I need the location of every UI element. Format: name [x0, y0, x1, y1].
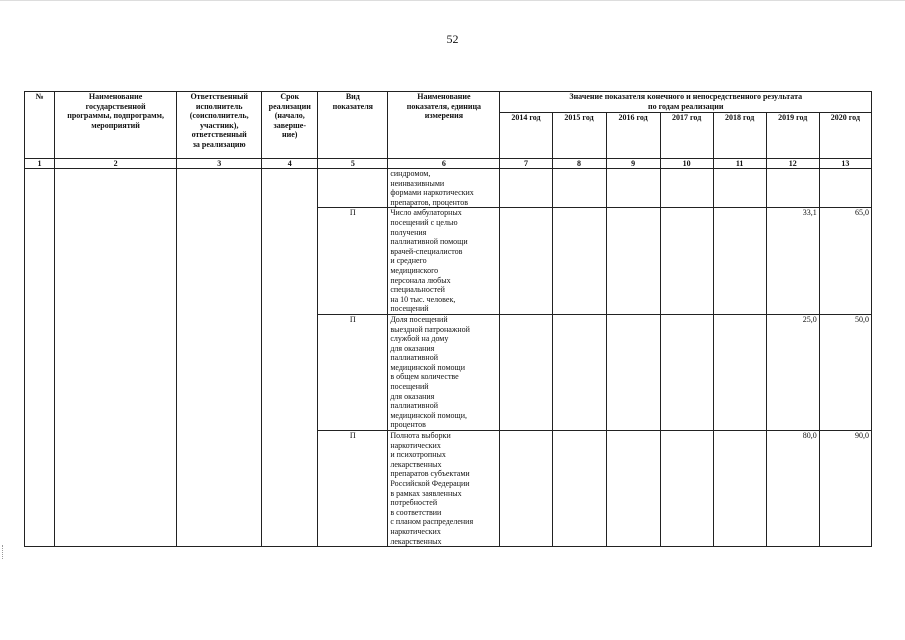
cell-program-name: [55, 169, 177, 547]
column-number: 7: [500, 159, 552, 169]
cell-value-2014: [500, 314, 552, 430]
cell-value-2017: [660, 208, 713, 315]
cell-indicator-name: Полнота выборки наркотических и психотропных лекарственных препаратов субъектами Российской Федерации в рамках заявленных потребностей в соответствии с планом распределения наркотических лекарственных: [388, 431, 500, 547]
column-number: 8: [552, 159, 606, 169]
column-number: 10: [660, 159, 713, 169]
cell-value-2019: 25,0: [766, 314, 819, 430]
cell-value-2017: [660, 314, 713, 430]
page-top-edge: [0, 0, 905, 1]
header-indicator-type: Вид показателя: [318, 92, 388, 159]
header-indicator-name: Наименование показателя, единица измерения: [388, 92, 500, 159]
column-number: 4: [262, 159, 318, 169]
column-number: 11: [713, 159, 766, 169]
cell-indicator-type: П: [318, 314, 388, 430]
cell-indicator-name: Число амбулаторных посещений с целью получения паллиативной помощи врачей-специалистов и среднего медицинского персонала любых специальностей на 10 тыс. человек, посещений: [388, 208, 500, 315]
cell-value-2018: [713, 314, 766, 430]
header-year-2016: 2016 год: [606, 113, 660, 159]
header-number: №: [25, 92, 55, 159]
cell-indicator-name: синдромом, неинвазивными формами наркотических препаратов, процентов: [388, 169, 500, 208]
column-number: 13: [819, 159, 871, 169]
cell-value-2019: 33,1: [766, 208, 819, 315]
column-number: 2: [55, 159, 177, 169]
page-number: 52: [446, 32, 459, 46]
cell-value-2015: [552, 169, 606, 208]
cell-value-2018: [713, 208, 766, 315]
cell-value-2019: [766, 169, 819, 208]
cell-value-2019: 80,0: [766, 431, 819, 547]
header-values-group: Значение показателя конечного и непосредственного результата по годам реализации: [500, 92, 872, 113]
cell-value-2014: [500, 208, 552, 315]
cell-value-2017: [660, 431, 713, 547]
cell-indicator-type: П: [318, 208, 388, 315]
column-number: 3: [177, 159, 262, 169]
column-number: 1: [25, 159, 55, 169]
cell-value-2018: [713, 431, 766, 547]
cell-responsible: [177, 169, 262, 547]
header-year-2018: 2018 год: [713, 113, 766, 159]
cell-number: [25, 169, 55, 547]
header-year-2019: 2019 год: [766, 113, 819, 159]
cell-value-2016: [606, 208, 660, 315]
cell-value-2016: [606, 169, 660, 208]
cell-indicator-type: П: [318, 431, 388, 547]
cell-value-2015: [552, 431, 606, 547]
header-responsible: Ответственный исполнитель (соисполнитель, участник), ответственный за реализацию: [177, 92, 262, 159]
cell-value-2020: 50,0: [819, 314, 871, 430]
header-year-2020: 2020 год: [819, 113, 871, 159]
header-period: Срок реализации (начало, заверше- ние): [262, 92, 318, 159]
column-number: 6: [388, 159, 500, 169]
cell-value-2020: 65,0: [819, 208, 871, 315]
column-number: 12: [766, 159, 819, 169]
margin-mark: [2, 545, 7, 559]
cell-value-2016: [606, 431, 660, 547]
cell-indicator-type: [318, 169, 388, 208]
header-year-2014: 2014 год: [500, 113, 552, 159]
cell-period: [262, 169, 318, 547]
indicators-table: [24, 91, 872, 547]
column-number-row: [25, 159, 872, 169]
cell-value-2016: [606, 314, 660, 430]
cell-value-2017: [660, 169, 713, 208]
table-row: [25, 169, 872, 208]
cell-value-2014: [500, 431, 552, 547]
cell-value-2020: [819, 169, 871, 208]
column-number: 9: [606, 159, 660, 169]
cell-value-2014: [500, 169, 552, 208]
cell-indicator-name: Доля посещений выездной патронажной службой на дому для оказания паллиативной медицинской помощи в общем количестве посещений для оказания паллиативной медицинской помощи, процентов: [388, 314, 500, 430]
cell-value-2015: [552, 208, 606, 315]
column-number: 5: [318, 159, 388, 169]
cell-value-2018: [713, 169, 766, 208]
header-program-name: Наименование государственной программы, подпрограмм, мероприятий: [55, 92, 177, 159]
header-row-1: [25, 92, 872, 113]
header-year-2017: 2017 год: [660, 113, 713, 159]
cell-value-2020: 90,0: [819, 431, 871, 547]
header-year-2015: 2015 год: [552, 113, 606, 159]
cell-value-2015: [552, 314, 606, 430]
